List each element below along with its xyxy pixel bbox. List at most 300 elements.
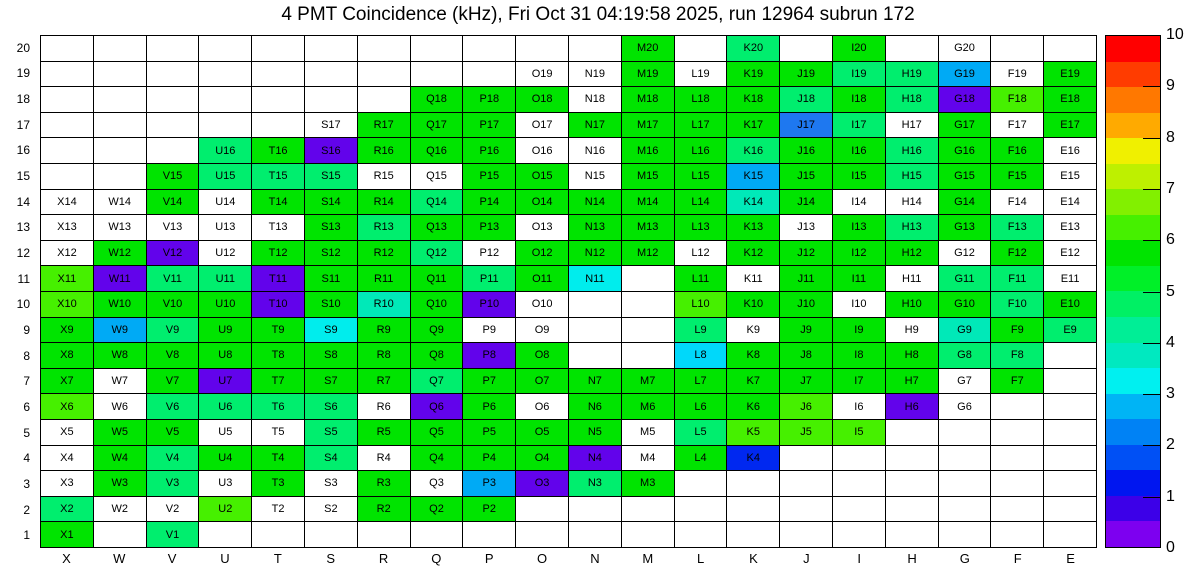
grid-cell-I10: I10 <box>833 292 886 318</box>
grid-cell-Q4: Q4 <box>411 446 464 472</box>
grid-cell-I14: I14 <box>833 190 886 216</box>
x-axis-label: U <box>220 551 230 566</box>
grid-cell-V4: V4 <box>147 446 200 472</box>
grid-cell-L13: L13 <box>675 215 728 241</box>
grid-cell-J6: J6 <box>780 394 833 420</box>
grid-cell-T12: T12 <box>252 241 305 267</box>
grid-cell-P6: P6 <box>463 394 516 420</box>
grid-cell-S12: S12 <box>305 241 358 267</box>
grid-cell-empty <box>675 497 728 523</box>
grid-cell-H18: H18 <box>886 87 939 113</box>
grid-cell-H14: H14 <box>886 190 939 216</box>
grid-cell-W9: W9 <box>94 318 147 344</box>
grid-cell-M15: M15 <box>622 164 675 190</box>
grid-cell-P8: P8 <box>463 343 516 369</box>
grid-cell-V14: V14 <box>147 190 200 216</box>
grid-cell-E18: E18 <box>1044 87 1097 113</box>
grid-cell-empty <box>939 522 992 548</box>
grid-cell-L17: L17 <box>675 113 728 139</box>
grid-cell-F17: F17 <box>991 113 1044 139</box>
grid-cell-empty <box>1044 497 1097 523</box>
grid-cell-K6: K6 <box>727 394 780 420</box>
grid-cell-T7: T7 <box>252 369 305 395</box>
colorbar-tick-label: 4 <box>1166 333 1175 351</box>
grid-cell-U13: U13 <box>199 215 252 241</box>
grid-cell-R9: R9 <box>358 318 411 344</box>
grid-cell-empty <box>569 292 622 318</box>
grid-cell-O3: O3 <box>516 471 569 497</box>
grid-cell-R15: R15 <box>358 164 411 190</box>
grid-cell-empty <box>199 36 252 62</box>
grid-cell-empty <box>622 318 675 344</box>
x-axis-label: M <box>642 551 654 566</box>
grid-cell-Q13: Q13 <box>411 215 464 241</box>
grid-cell-G13: G13 <box>939 215 992 241</box>
grid-cell-empty <box>780 471 833 497</box>
grid-cell-Q5: Q5 <box>411 420 464 446</box>
colorbar-tick-label: 9 <box>1166 77 1175 95</box>
grid-cell-U14: U14 <box>199 190 252 216</box>
grid-cell-O13: O13 <box>516 215 569 241</box>
grid-cell-L10: L10 <box>675 292 728 318</box>
grid-cell-L19: L19 <box>675 62 728 88</box>
grid-cell-T8: T8 <box>252 343 305 369</box>
x-axis-label: Q <box>431 551 442 566</box>
grid-cell-empty <box>886 420 939 446</box>
grid-cell-Q16: Q16 <box>411 138 464 164</box>
x-axis-label: F <box>1013 551 1022 566</box>
grid-cell-N5: N5 <box>569 420 622 446</box>
grid-cell-empty <box>622 497 675 523</box>
grid-cell-X14: X14 <box>41 190 94 216</box>
grid-cell-J5: J5 <box>780 420 833 446</box>
grid-cell-empty <box>305 87 358 113</box>
colorbar-tick-label: 1 <box>1166 487 1175 505</box>
grid-cell-N6: N6 <box>569 394 622 420</box>
grid-cell-K18: K18 <box>727 87 780 113</box>
grid-cell-T9: T9 <box>252 318 305 344</box>
grid-cell-U5: U5 <box>199 420 252 446</box>
grid-cell-W14: W14 <box>94 190 147 216</box>
grid-cell-K4: K4 <box>727 446 780 472</box>
grid-cell-Q8: Q8 <box>411 343 464 369</box>
grid-cell-N15: N15 <box>569 164 622 190</box>
colorbar-tick <box>1143 189 1161 190</box>
grid-cell-P11: P11 <box>463 266 516 292</box>
grid-cell-F15: F15 <box>991 164 1044 190</box>
grid-cell-H17: H17 <box>886 113 939 139</box>
grid-cell-empty <box>41 113 94 139</box>
grid-cell-E9: E9 <box>1044 318 1097 344</box>
grid-cell-O8: O8 <box>516 343 569 369</box>
grid-cell-E13: E13 <box>1044 215 1097 241</box>
colorbar-tick-label: 0 <box>1166 539 1175 556</box>
colorbar-tick-label: 5 <box>1166 282 1175 300</box>
grid-cell-R11: R11 <box>358 266 411 292</box>
grid-cell-H12: H12 <box>886 241 939 267</box>
grid-cell-N7: N7 <box>569 369 622 395</box>
grid-cell-L14: L14 <box>675 190 728 216</box>
page-title: 4 PMT Coincidence (kHz), Fri Oct 31 04:19:58 2025, run 12964 subrun 172 <box>281 4 915 25</box>
grid-cell-L5: L5 <box>675 420 728 446</box>
grid-cell-F7: F7 <box>991 369 1044 395</box>
grid-cell-N16: N16 <box>569 138 622 164</box>
y-axis-label: 15 <box>16 169 30 184</box>
grid-cell-empty <box>199 87 252 113</box>
grid-cell-V1: V1 <box>147 522 200 548</box>
x-axis-label: K <box>749 551 758 566</box>
grid-cell-P13: P13 <box>463 215 516 241</box>
grid-cell-V8: V8 <box>147 343 200 369</box>
grid-cell-empty <box>463 62 516 88</box>
grid-cell-N17: N17 <box>569 113 622 139</box>
grid-cell-F10: F10 <box>991 292 1044 318</box>
grid-cell-M13: M13 <box>622 215 675 241</box>
grid-cell-empty <box>252 62 305 88</box>
grid-cell-S15: S15 <box>305 164 358 190</box>
grid-cell-G8: G8 <box>939 343 992 369</box>
heatmap-grid <box>40 35 1097 548</box>
grid-cell-L12: L12 <box>675 241 728 267</box>
grid-cell-R3: R3 <box>358 471 411 497</box>
grid-cell-P5: P5 <box>463 420 516 446</box>
grid-cell-O10: O10 <box>516 292 569 318</box>
grid-cell-O15: O15 <box>516 164 569 190</box>
grid-cell-P12: P12 <box>463 241 516 267</box>
x-axis-label: L <box>697 551 705 566</box>
y-axis-label: 8 <box>23 348 30 363</box>
grid-cell-L7: L7 <box>675 369 728 395</box>
grid-cell-empty <box>94 62 147 88</box>
grid-cell-J7: J7 <box>780 369 833 395</box>
grid-cell-empty <box>622 343 675 369</box>
grid-cell-empty <box>833 497 886 523</box>
grid-cell-X12: X12 <box>41 241 94 267</box>
grid-cell-M5: M5 <box>622 420 675 446</box>
y-axis-label: 13 <box>16 220 30 235</box>
grid-cell-T5: T5 <box>252 420 305 446</box>
grid-cell-empty <box>675 522 728 548</box>
grid-cell-empty <box>305 62 358 88</box>
grid-cell-E19: E19 <box>1044 62 1097 88</box>
grid-cell-M7: M7 <box>622 369 675 395</box>
grid-cell-empty <box>358 62 411 88</box>
grid-cell-S17: S17 <box>305 113 358 139</box>
grid-cell-H13: H13 <box>886 215 939 241</box>
grid-cell-X13: X13 <box>41 215 94 241</box>
y-axis-label: 19 <box>16 66 30 81</box>
x-axis-label: G <box>959 551 970 566</box>
grid-cell-empty <box>780 497 833 523</box>
grid-cell-P15: P15 <box>463 164 516 190</box>
grid-cell-X10: X10 <box>41 292 94 318</box>
grid-cell-empty <box>780 446 833 472</box>
grid-cell-R13: R13 <box>358 215 411 241</box>
grid-cell-O19: O19 <box>516 62 569 88</box>
grid-cell-Q12: Q12 <box>411 241 464 267</box>
grid-cell-P14: P14 <box>463 190 516 216</box>
grid-cell-empty <box>358 87 411 113</box>
grid-cell-U6: U6 <box>199 394 252 420</box>
grid-cell-Q6: Q6 <box>411 394 464 420</box>
grid-cell-Q7: Q7 <box>411 369 464 395</box>
grid-cell-G9: G9 <box>939 318 992 344</box>
grid-cell-N12: N12 <box>569 241 622 267</box>
grid-cell-K20: K20 <box>727 36 780 62</box>
grid-cell-empty <box>516 36 569 62</box>
grid-cell-V15: V15 <box>147 164 200 190</box>
grid-cell-empty <box>94 87 147 113</box>
colorbar-tick-label: 3 <box>1166 385 1175 403</box>
grid-cell-Q18: Q18 <box>411 87 464 113</box>
grid-cell-empty <box>411 522 464 548</box>
y-axis-label: 18 <box>16 92 30 107</box>
grid-cell-M12: M12 <box>622 241 675 267</box>
grid-cell-empty <box>1044 471 1097 497</box>
grid-cell-P10: P10 <box>463 292 516 318</box>
grid-cell-empty <box>569 318 622 344</box>
grid-cell-H9: H9 <box>886 318 939 344</box>
grid-cell-J16: J16 <box>780 138 833 164</box>
grid-cell-R16: R16 <box>358 138 411 164</box>
grid-cell-empty <box>991 394 1044 420</box>
grid-cell-T11: T11 <box>252 266 305 292</box>
y-axis-label: 9 <box>23 322 30 337</box>
grid-cell-O4: O4 <box>516 446 569 472</box>
grid-cell-R5: R5 <box>358 420 411 446</box>
grid-cell-empty <box>675 36 728 62</box>
grid-cell-empty <box>569 36 622 62</box>
grid-cell-F12: F12 <box>991 241 1044 267</box>
grid-cell-I7: I7 <box>833 369 886 395</box>
grid-cell-empty <box>991 446 1044 472</box>
grid-cell-M14: M14 <box>622 190 675 216</box>
grid-cell-G7: G7 <box>939 369 992 395</box>
grid-cell-K19: K19 <box>727 62 780 88</box>
grid-cell-R2: R2 <box>358 497 411 523</box>
grid-cell-K16: K16 <box>727 138 780 164</box>
grid-cell-empty <box>411 62 464 88</box>
grid-cell-empty <box>147 36 200 62</box>
grid-cell-U16: U16 <box>199 138 252 164</box>
grid-cell-H15: H15 <box>886 164 939 190</box>
grid-cell-empty <box>94 138 147 164</box>
grid-cell-I12: I12 <box>833 241 886 267</box>
grid-cell-empty <box>516 497 569 523</box>
grid-cell-L16: L16 <box>675 138 728 164</box>
grid-cell-U8: U8 <box>199 343 252 369</box>
y-axis-label: 6 <box>23 399 30 414</box>
grid-cell-I9: I9 <box>833 318 886 344</box>
grid-cell-R7: R7 <box>358 369 411 395</box>
grid-cell-G11: G11 <box>939 266 992 292</box>
grid-cell-empty <box>199 113 252 139</box>
grid-cell-J11: J11 <box>780 266 833 292</box>
colorbar-tick <box>1143 292 1161 293</box>
grid-cell-L18: L18 <box>675 87 728 113</box>
grid-cell-R8: R8 <box>358 343 411 369</box>
grid-cell-X1: X1 <box>41 522 94 548</box>
grid-cell-P9: P9 <box>463 318 516 344</box>
grid-cell-N14: N14 <box>569 190 622 216</box>
grid-cell-V6: V6 <box>147 394 200 420</box>
grid-cell-O14: O14 <box>516 190 569 216</box>
grid-cell-empty <box>358 522 411 548</box>
x-axis-label: I <box>857 551 861 566</box>
grid-cell-H6: H6 <box>886 394 939 420</box>
grid-cell-T2: T2 <box>252 497 305 523</box>
grid-cell-W3: W3 <box>94 471 147 497</box>
grid-cell-empty <box>252 522 305 548</box>
grid-cell-G18: G18 <box>939 87 992 113</box>
grid-cell-W13: W13 <box>94 215 147 241</box>
grid-cell-empty <box>780 522 833 548</box>
grid-cell-U15: U15 <box>199 164 252 190</box>
grid-cell-X8: X8 <box>41 343 94 369</box>
grid-cell-empty <box>939 420 992 446</box>
grid-cell-L6: L6 <box>675 394 728 420</box>
grid-cell-J18: J18 <box>780 87 833 113</box>
grid-cell-H7: H7 <box>886 369 939 395</box>
y-axis-label: 11 <box>17 271 30 286</box>
grid-cell-empty <box>1044 369 1097 395</box>
grid-cell-K9: K9 <box>727 318 780 344</box>
grid-cell-F16: F16 <box>991 138 1044 164</box>
x-axis-label: T <box>273 551 282 566</box>
grid-cell-X7: X7 <box>41 369 94 395</box>
grid-cell-U3: U3 <box>199 471 252 497</box>
grid-cell-empty <box>358 36 411 62</box>
grid-cell-empty <box>569 343 622 369</box>
grid-cell-Q2: Q2 <box>411 497 464 523</box>
grid-cell-H16: H16 <box>886 138 939 164</box>
x-axis-label: X <box>62 551 71 566</box>
grid-cell-S4: S4 <box>305 446 358 472</box>
grid-cell-empty <box>833 471 886 497</box>
grid-cell-P18: P18 <box>463 87 516 113</box>
grid-cell-S14: S14 <box>305 190 358 216</box>
grid-cell-O16: O16 <box>516 138 569 164</box>
grid-cell-N19: N19 <box>569 62 622 88</box>
grid-cell-E15: E15 <box>1044 164 1097 190</box>
grid-cell-J14: J14 <box>780 190 833 216</box>
grid-cell-empty <box>94 36 147 62</box>
colorbar-tick-label: 8 <box>1166 128 1175 146</box>
grid-cell-E10: E10 <box>1044 292 1097 318</box>
grid-cell-U2: U2 <box>199 497 252 523</box>
grid-cell-empty <box>1044 36 1097 62</box>
grid-cell-U11: U11 <box>199 266 252 292</box>
grid-cell-empty <box>727 497 780 523</box>
grid-cell-empty <box>463 36 516 62</box>
colorbar-ticks <box>1105 35 1161 548</box>
grid-cell-U4: U4 <box>199 446 252 472</box>
grid-cell-empty <box>252 113 305 139</box>
grid-cell-V9: V9 <box>147 318 200 344</box>
y-axis-label: 3 <box>23 476 30 491</box>
grid-cell-empty <box>41 62 94 88</box>
grid-cell-F19: F19 <box>991 62 1044 88</box>
grid-cell-M18: M18 <box>622 87 675 113</box>
grid-cell-G12: G12 <box>939 241 992 267</box>
grid-cell-M16: M16 <box>622 138 675 164</box>
grid-cell-Q11: Q11 <box>411 266 464 292</box>
grid-cell-L8: L8 <box>675 343 728 369</box>
grid-cell-J15: J15 <box>780 164 833 190</box>
grid-cell-empty <box>939 446 992 472</box>
colorbar-tick <box>1143 86 1161 87</box>
grid-cell-empty <box>991 36 1044 62</box>
grid-cell-O9: O9 <box>516 318 569 344</box>
grid-cell-empty <box>675 471 728 497</box>
grid-cell-M20: M20 <box>622 36 675 62</box>
grid-cell-R12: R12 <box>358 241 411 267</box>
grid-cell-W5: W5 <box>94 420 147 446</box>
y-axis-label: 17 <box>16 117 30 132</box>
grid-cell-E12: E12 <box>1044 241 1097 267</box>
grid-cell-I16: I16 <box>833 138 886 164</box>
grid-cell-K17: K17 <box>727 113 780 139</box>
grid-cell-S9: S9 <box>305 318 358 344</box>
grid-cell-empty <box>886 522 939 548</box>
x-axis-label: V <box>167 551 177 566</box>
grid-cell-S11: S11 <box>305 266 358 292</box>
grid-cell-F11: F11 <box>991 266 1044 292</box>
grid-cell-empty <box>516 522 569 548</box>
grid-cell-V13: V13 <box>147 215 200 241</box>
grid-cell-empty <box>886 471 939 497</box>
grid-cell-empty <box>94 522 147 548</box>
grid-cell-N18: N18 <box>569 87 622 113</box>
grid-cell-empty <box>886 36 939 62</box>
grid-cell-R14: R14 <box>358 190 411 216</box>
grid-cell-G10: G10 <box>939 292 992 318</box>
grid-cell-empty <box>147 87 200 113</box>
grid-cell-M3: M3 <box>622 471 675 497</box>
grid-cell-empty <box>147 113 200 139</box>
y-axis-label: 20 <box>16 40 30 55</box>
grid-cell-O5: O5 <box>516 420 569 446</box>
grid-cell-G17: G17 <box>939 113 992 139</box>
grid-cell-K13: K13 <box>727 215 780 241</box>
grid-cell-G16: G16 <box>939 138 992 164</box>
grid-cell-G14: G14 <box>939 190 992 216</box>
grid-cell-empty <box>939 471 992 497</box>
grid-cell-K12: K12 <box>727 241 780 267</box>
grid-cell-I15: I15 <box>833 164 886 190</box>
grid-cell-X9: X9 <box>41 318 94 344</box>
grid-cell-S2: S2 <box>305 497 358 523</box>
grid-cell-K10: K10 <box>727 292 780 318</box>
grid-cell-V2: V2 <box>147 497 200 523</box>
grid-cell-J17: J17 <box>780 113 833 139</box>
grid-cell-X4: X4 <box>41 446 94 472</box>
grid-cell-Q3: Q3 <box>411 471 464 497</box>
grid-cell-empty <box>727 522 780 548</box>
grid-cell-empty <box>305 36 358 62</box>
grid-cell-S10: S10 <box>305 292 358 318</box>
grid-cell-K7: K7 <box>727 369 780 395</box>
grid-cell-empty <box>94 164 147 190</box>
colorbar-tick <box>1143 138 1161 139</box>
grid-cell-empty <box>991 420 1044 446</box>
grid-cell-K5: K5 <box>727 420 780 446</box>
grid-cell-L4: L4 <box>675 446 728 472</box>
grid-cell-F18: F18 <box>991 87 1044 113</box>
grid-cell-E16: E16 <box>1044 138 1097 164</box>
grid-cell-T14: T14 <box>252 190 305 216</box>
grid-cell-G15: G15 <box>939 164 992 190</box>
